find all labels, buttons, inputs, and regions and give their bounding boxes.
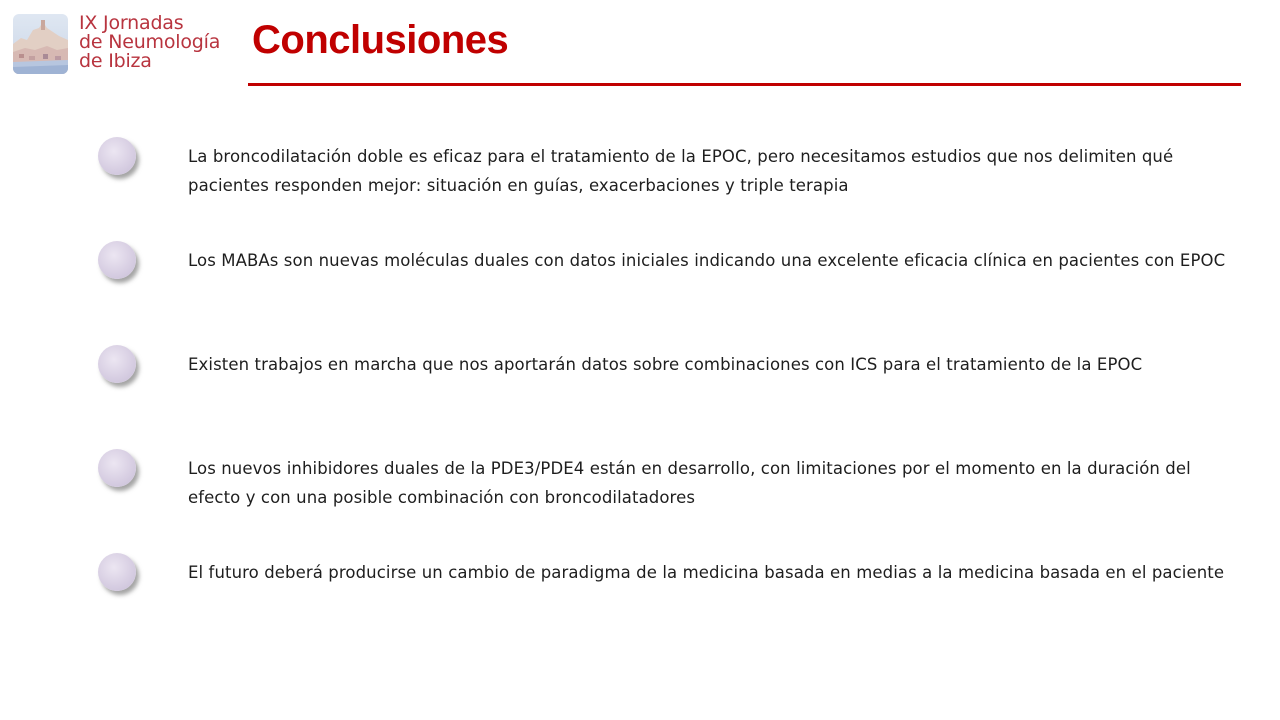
circle-bullet-icon bbox=[98, 345, 136, 383]
list-item bbox=[98, 135, 1248, 205]
list-item bbox=[98, 343, 1248, 413]
logo-line-1: IX Jornadas bbox=[79, 12, 184, 34]
page-title: Conclusiones bbox=[252, 18, 509, 62]
circle-bullet-icon bbox=[98, 137, 136, 175]
bullet-text: Los nuevos inhibidores duales de la PDE3/PDE4 están en desarrollo, con limitaciones por el momento en la duración del efecto y con una posible combinación con broncodilatadores bbox=[188, 459, 1191, 507]
list-item bbox=[98, 551, 1248, 621]
logo-line-3: de Ibiza bbox=[79, 50, 152, 72]
bullet-text: La broncodilatación doble es eficaz para el tratamiento de la EPOC, pero necesitamos estudios que nos delimiten qué pacientes responden mejor: situación en guías, exacerbaciones y triple terapia bbox=[188, 147, 1174, 195]
bullet-text: El futuro deberá producirse un cambio de paradigma de la medicina basada en medias a la medicina basada en el paciente bbox=[188, 563, 1225, 582]
conference-logo bbox=[13, 14, 245, 78]
list-item bbox=[98, 447, 1248, 517]
bullet-text: Existen trabajos en marcha que nos aportarán datos sobre combinaciones con ICS para el tratamiento de la EPOC bbox=[188, 355, 1143, 374]
title-divider bbox=[248, 83, 1241, 86]
bullet-text: Los MABAs son nuevas moléculas duales con datos iniciales indicando una excelente eficacia clínica en pacientes con EPOC bbox=[188, 251, 1226, 270]
conference-name bbox=[79, 14, 249, 71]
ibiza-town-image bbox=[13, 14, 68, 74]
logo-line-2: de Neumología bbox=[79, 31, 221, 53]
circle-bullet-icon bbox=[98, 241, 136, 279]
circle-bullet-icon bbox=[98, 553, 136, 591]
circle-bullet-icon bbox=[98, 449, 136, 487]
list-item bbox=[98, 239, 1248, 309]
